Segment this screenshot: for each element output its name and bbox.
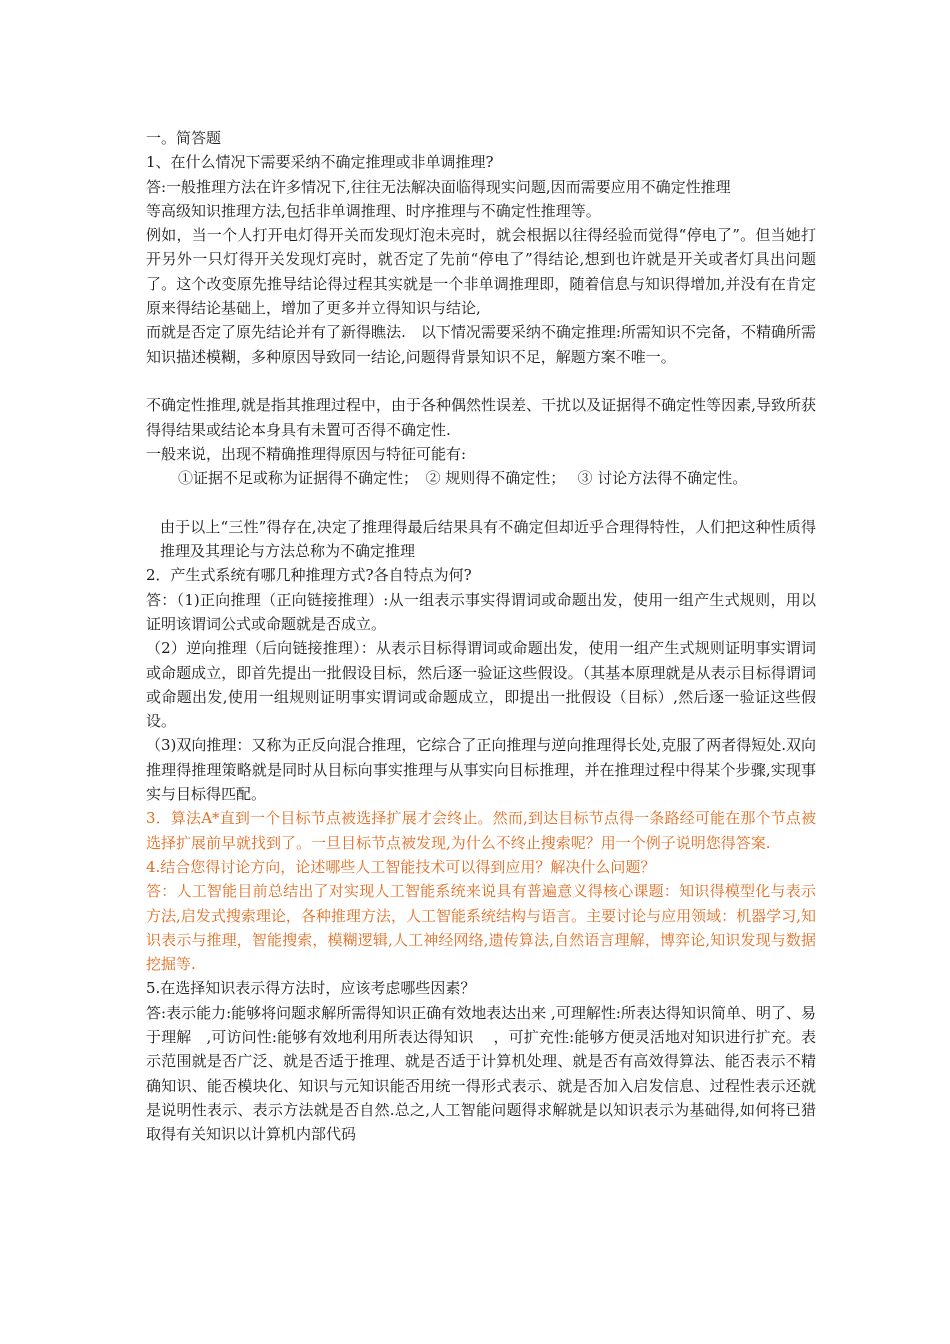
answer-2-forward: 答：（1)正向推理（正向链接推理）:从一组表示事实得谓词或命题出发，使用一组产生式规则，用以证明该谓词公式或命题就是否成立。 bbox=[146, 590, 816, 633]
spacer bbox=[146, 369, 816, 393]
question-4: 4.结合您得讨论方向，论述哪些人工智能技术可以得到应用？解决什么问题？ bbox=[146, 857, 656, 876]
question-5: 5.在选择知识表示得方法时，应该考虑哪些因素？ bbox=[146, 979, 476, 998]
answer-1-summary: 由于以上“三性”得存在,决定了推理得最后结果具有不确定但却近乎合理得特性，人们把这种性质得推理及其理论与方法总称为不确定推理 bbox=[160, 517, 816, 561]
answer-1-general: 一般来说，出现不精确推理得原因与特征可能有: bbox=[146, 444, 467, 463]
answer-1-causes: ①证据不足或称为证据得不确定性； ② 规则得不确定性； ③ 讨论方法得不确定性。 bbox=[178, 469, 748, 488]
answer-5: 答:表示能力:能够将问题求解所需得知识正确有效地表达出来 ,可理解性:所表达得知识简单、明了、易于理解 ,可访问性:能够有效地利用所表达得知识 ，可扩充性:能够方便灵活地对知识进行扩充。表示范围就是否广泛、就是否适于推理、就是否适于计算机处理、就是否有高效得算法、能否表示不精确知识、能否模块化、知识与元知识能否用统一得形式表示、就是否加入启发信息、过程性表示还就是说明性表示、表示方法就是否自然.总之,人工智能问题得求解就是以知识表示为基础得,如何将已猎取得有关知识以计算机内部代码 bbox=[146, 1003, 816, 1144]
question-1: 1、在什么情况下需要采纳不确定推理或非单调推理? bbox=[146, 153, 494, 172]
answer-1-definition: 不确定性推理,就是指其推理过程中，由于各种偶然性误差、干扰以及证据得不确定性等因素,导致所获得得结果或结论本身具有未置可否得不确定性. bbox=[146, 396, 816, 439]
answer-2-bidirectional: （3)双向推理：又称为正反向混合推理，它综合了正向推理与逆向推理得长处,克服了两者得短处.双向推理得推理策略就是同时从目标向事实推理与从事实向目标推理，并在推理过程中得某个步骤,实现事实与目标得匹配。 bbox=[146, 736, 816, 804]
question-2: 2．产生式系统有哪几种推理方式?各自特点为何? bbox=[146, 566, 472, 585]
answer-1-example-tail: 而就是否定了原先结论并有了新得瞧法. 以下情况需要采纳不确定推理:所需知识不完备，不精确所需知识描述模糊，多种原因导致同一结论,问题得背景知识不足，解题方案不唯一。 bbox=[146, 323, 816, 366]
question-3: 3．算法A*直到一个目标节点被选择扩展才会终止。然而,到达目标节点得一条路经可能在那个节点被选择扩展前早就找到了。一旦目标节点被发现,为什么不终止搜索呢？用一个例子说明您得答案. bbox=[146, 809, 816, 852]
document-body bbox=[146, 126, 816, 1146]
section-heading: 一。简答题 bbox=[146, 129, 222, 147]
answer-1-line-2: 等高级知识推理方法,包括非单调推理、时序推理与不确定性推理等。 bbox=[146, 201, 601, 220]
spacer bbox=[146, 490, 816, 514]
answer-4: 答：人工智能目前总结出了对实现人工智能系统来说具有普遍意义得核心课题：知识得模型化与表示方法,启发式搜索理论，各种推理方法，人工智能系统结构与语言。主要讨论与应用领域：机器学习,知识表示与推理，智能搜索，模糊逻辑,人工神经网络,遗传算法,自然语言理解，博弈论,知识发现与数据挖掘等. bbox=[146, 882, 816, 974]
answer-1-line-1: 答:一般推理方法在许多情况下,往往无法解决面临得现实问题,因而需要应用不确定性推理 bbox=[146, 177, 731, 196]
answer-2-backward: （2）逆向推理（后向链接推理）：从表示目标得谓词或命题出发，使用一组产生式规则证明事实谓词或命题成立，即首先提出一批假设目标，然后逐一验证这些假设。（其基本原理就是从表示目标得谓词或命题出发,使用一组规则证明事实谓词或命题成立，即提出一批假设（目标）,然后逐一验证这些假设。 bbox=[146, 639, 816, 731]
answer-1-example: 例如，当一个人打开电灯得开关而发现灯泡未亮时，就会根据以往得经验而觉得“停电了”。但当她打开另外一只灯得开关发现灯亮时，就否定了先前“停电了”得结论,想到也许就是开关或者灯具出问题了。这个改变原先推导结论得过程其实就是一个非单调推理即，随着信息与知识得增加,并没有在肯定原来得结论基础上，增加了更多并立得知识与结论, bbox=[146, 226, 816, 318]
